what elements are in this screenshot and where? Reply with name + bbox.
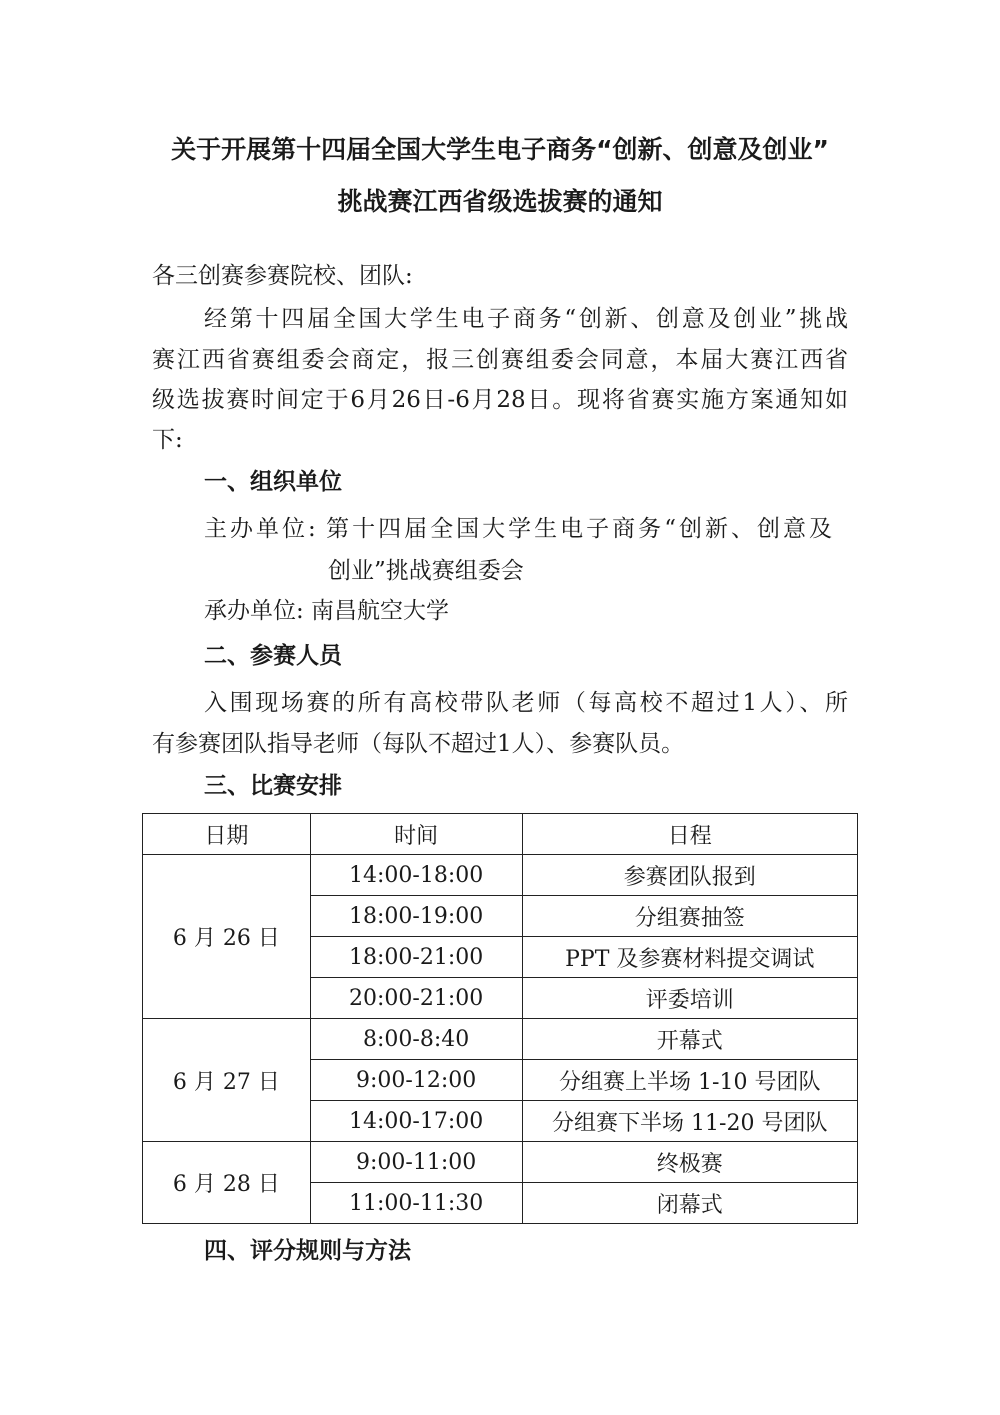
time-cell: 14:00-18:00 (310, 855, 522, 896)
section-2-heading: 二、参赛人员 (204, 643, 342, 669)
table-row (143, 855, 858, 896)
intro-line-4: 下: (152, 427, 183, 453)
date-cell: 6 月 26 日 (143, 855, 311, 1019)
header-time: 时间 (310, 814, 522, 855)
intro-line-3: 级选拔赛时间定于6月26日-6月28日。现将省赛实施方案通知如 (152, 387, 848, 413)
schedule-table (142, 813, 858, 1224)
document-title-line-1: 关于开展第十四届全国大学生电子商务“创新、创意及创业” (171, 135, 829, 164)
event-cell: 终极赛 (522, 1142, 858, 1183)
time-cell: 18:00-19:00 (310, 896, 522, 937)
event-cell: PPT 及参赛材料提交调试 (522, 937, 858, 978)
host-unit-line-1: 主办单位: 第十四届全国大学生电子商务“创新、创意及 (204, 516, 832, 542)
time-cell: 8:00-8:40 (310, 1019, 522, 1060)
date-cell: 6 月 27 日 (143, 1019, 311, 1142)
header-event: 日程 (522, 814, 858, 855)
document-title-line-2: 挑战赛江西省级选拔赛的通知 (337, 187, 663, 216)
section-4-heading: 四、评分规则与方法 (204, 1238, 411, 1264)
organizer-unit: 承办单位: 南昌航空大学 (204, 598, 450, 624)
section-3-heading: 三、比赛安排 (204, 773, 342, 799)
time-cell: 20:00-21:00 (310, 978, 522, 1019)
table-header-row (143, 814, 858, 855)
header-date: 日期 (143, 814, 311, 855)
event-cell: 参赛团队报到 (522, 855, 858, 896)
intro-line-2: 赛江西省赛组委会商定，报三创赛组委会同意，本届大赛江西省 (152, 347, 848, 373)
event-cell: 开幕式 (522, 1019, 858, 1060)
event-cell: 分组赛抽签 (522, 896, 858, 937)
participants-line-1: 入围现场赛的所有高校带队老师（每高校不超过1人）、所 (204, 690, 848, 716)
event-cell: 分组赛下半场 11-20 号团队 (522, 1101, 858, 1142)
host-unit-line-2: 创业”挑战赛组委会 (328, 558, 524, 584)
table-row (143, 1142, 858, 1183)
time-cell: 9:00-12:00 (310, 1060, 522, 1101)
time-cell: 9:00-11:00 (310, 1142, 522, 1183)
participants-line-2: 有参赛团队指导老师（每队不超过1人）、参赛队员。 (152, 731, 685, 757)
section-1-heading: 一、组织单位 (204, 469, 342, 495)
date-cell: 6 月 28 日 (143, 1142, 311, 1224)
table-row (143, 1019, 858, 1060)
time-cell: 11:00-11:30 (310, 1183, 522, 1224)
time-cell: 14:00-17:00 (310, 1101, 522, 1142)
salutation: 各三创赛参赛院校、团队: (152, 263, 413, 289)
time-cell: 18:00-21:00 (310, 937, 522, 978)
event-cell: 评委培训 (522, 978, 858, 1019)
event-cell: 闭幕式 (522, 1183, 858, 1224)
intro-line-1: 经第十四届全国大学生电子商务“创新、创意及创业”挑战 (204, 306, 848, 332)
event-cell: 分组赛上半场 1-10 号团队 (522, 1060, 858, 1101)
